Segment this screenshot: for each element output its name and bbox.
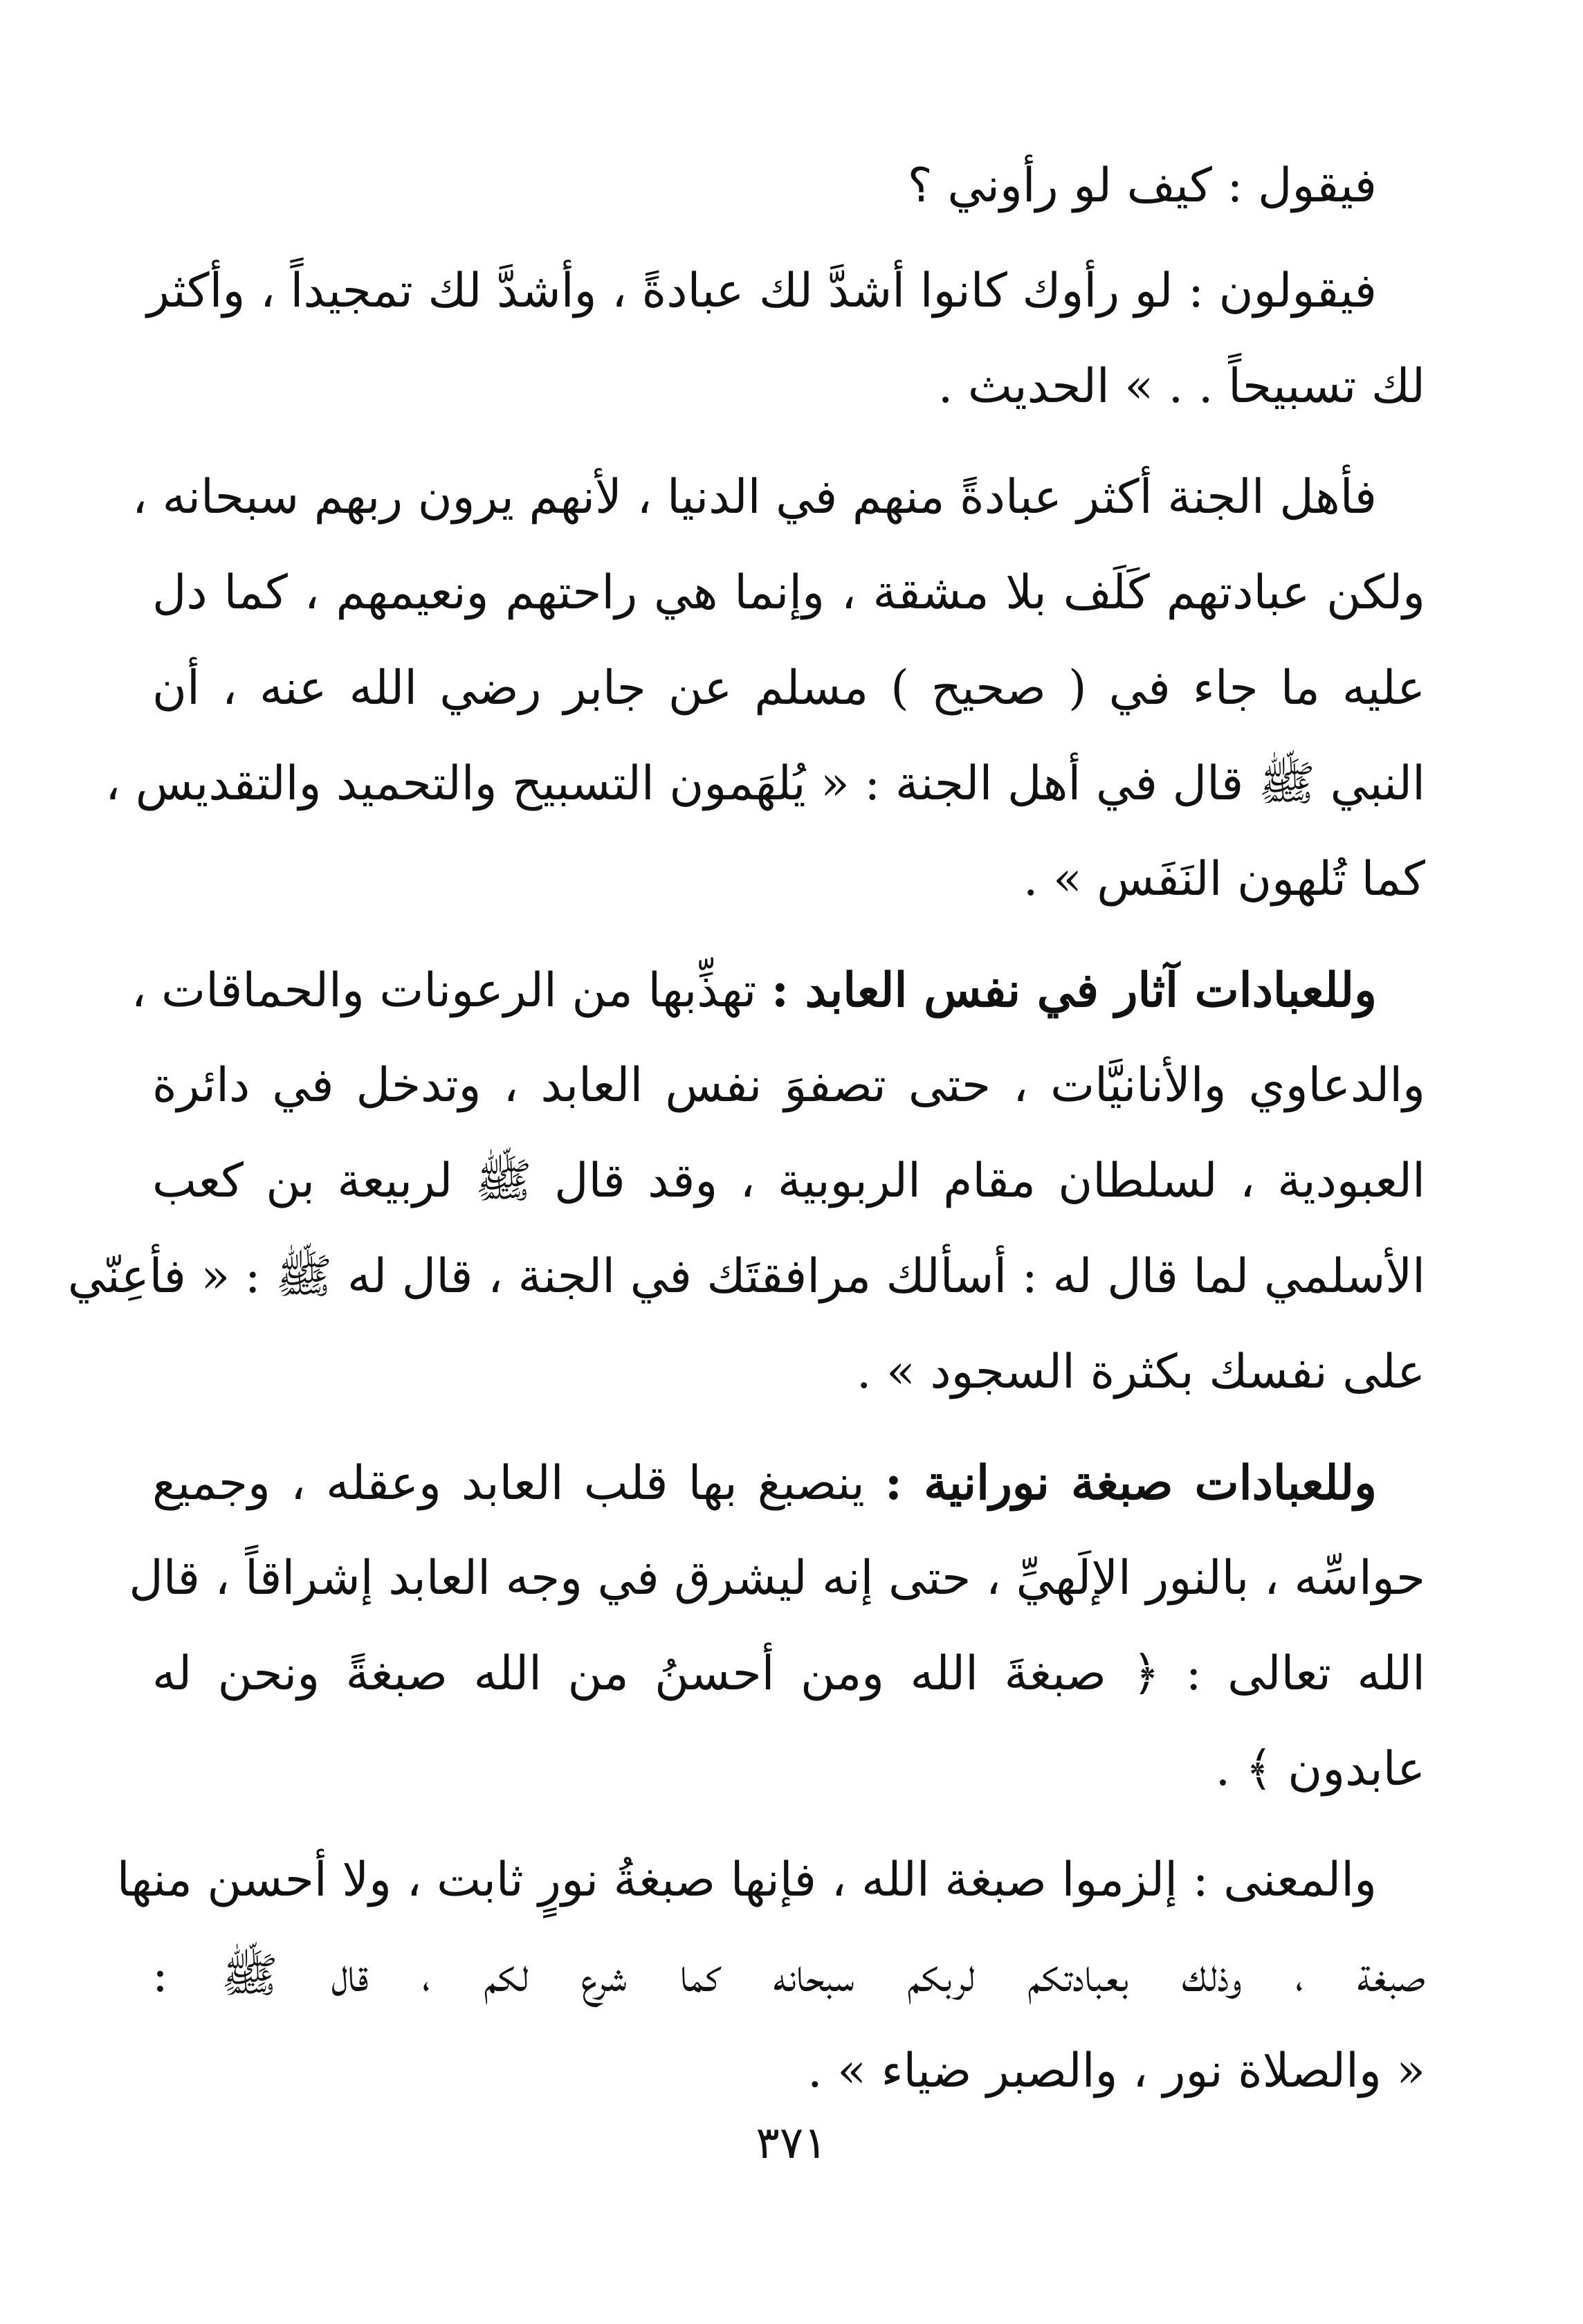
text-line: على نفسك بكثرة السجود » . xyxy=(856,1345,1425,1399)
text-line: « والصلاة نور ، والصبر ضياء » . xyxy=(807,2044,1425,2098)
paragraph-2 xyxy=(147,244,1425,435)
text-line: فيقول : كيف لو رأوني ؟ xyxy=(907,158,1377,213)
text-run: ينصبغ بها قلب العابد وعقله ، وجميع xyxy=(152,1456,885,1511)
text-line: حواسِّه ، بالنور الإلَهيِّ ، حتى إنه ليشرق في وجه العابد إشراقاً ، قال xyxy=(129,1551,1425,1606)
paragraph-lead: وللعبادات آثار في نفس العابد : xyxy=(771,963,1377,1018)
text-line: النبي ﷺ قال في أهل الجنة : « يُلهَمون التسبيح والتحميد والتقديس ، xyxy=(105,756,1425,811)
text-line: عليه ما جاء في ( صحيح ) مسلم عن جابر رضي الله عنه ، أن xyxy=(152,661,1425,716)
text-line: عابدون ﴾ . xyxy=(1215,1742,1425,1797)
text-line: كما تُلهون النَفَس » . xyxy=(1023,852,1425,907)
paragraph-5 xyxy=(129,1435,1425,1817)
text-line: فأهل الجنة أكثر عبادةً منهم في الدنيا ، لأنهم يرون ربهم سبحانه ، xyxy=(132,470,1377,525)
page-number: ٣٧١ xyxy=(756,2118,827,2169)
text-line: فيقولون : لو رأوك كانوا أشدَّ لك عبادةً ، وأشدَّ لك تمجيداً ، وأكثر xyxy=(147,264,1377,318)
text-line xyxy=(152,1435,1425,1531)
text-line: والمعنى : إلزموا صبغة الله ، فإنها صبغةُ نورٍ ثابت ، ولا أحسن منها xyxy=(116,1853,1377,1907)
text-run: تهذِّبها من الرعونات والحماقات ، xyxy=(131,963,771,1018)
paragraph-3 xyxy=(105,450,1426,927)
text-line: الله تعالى : ﴿ صبغةَ الله ومن أحسنُ من الله صبغةً ونحن له xyxy=(152,1646,1425,1701)
paragraph-4 xyxy=(67,943,1425,1420)
paragraph-lead: وللعبادات صبغة نورانية : xyxy=(884,1455,1377,1511)
page-text xyxy=(67,138,1426,2215)
paragraph-1 xyxy=(152,138,1425,234)
text-line xyxy=(131,943,1425,1038)
text-line: الأسلمي لما قال له : أسألك مرافقتَك في الجنة ، قال له ﷺ : « فأعِنّي xyxy=(67,1249,1425,1304)
text-line: صبغة ، وذلك بعبادتكم لربكم سبحانه كما شرع لكم ، قال ﷺ : xyxy=(152,1948,1425,2003)
paragraph-6 xyxy=(116,1833,1425,2119)
text-line: لك تسبيحاً . . » الحديث . xyxy=(937,359,1425,414)
text-line: والدعاوي والأنانيَّات ، حتى تصفوَ نفس العابد ، وتدخل في دائرة xyxy=(152,1058,1425,1113)
text-line: العبودية ، لسلطان مقام الربوبية ، وقد قال ﷺ لربيعة بن كعب xyxy=(152,1154,1425,1208)
text-line: ولكن عبادتهم كَلَف بلا مشقة ، وإنما هي راحتهم ونعيمهم ، كما دل xyxy=(152,565,1426,620)
